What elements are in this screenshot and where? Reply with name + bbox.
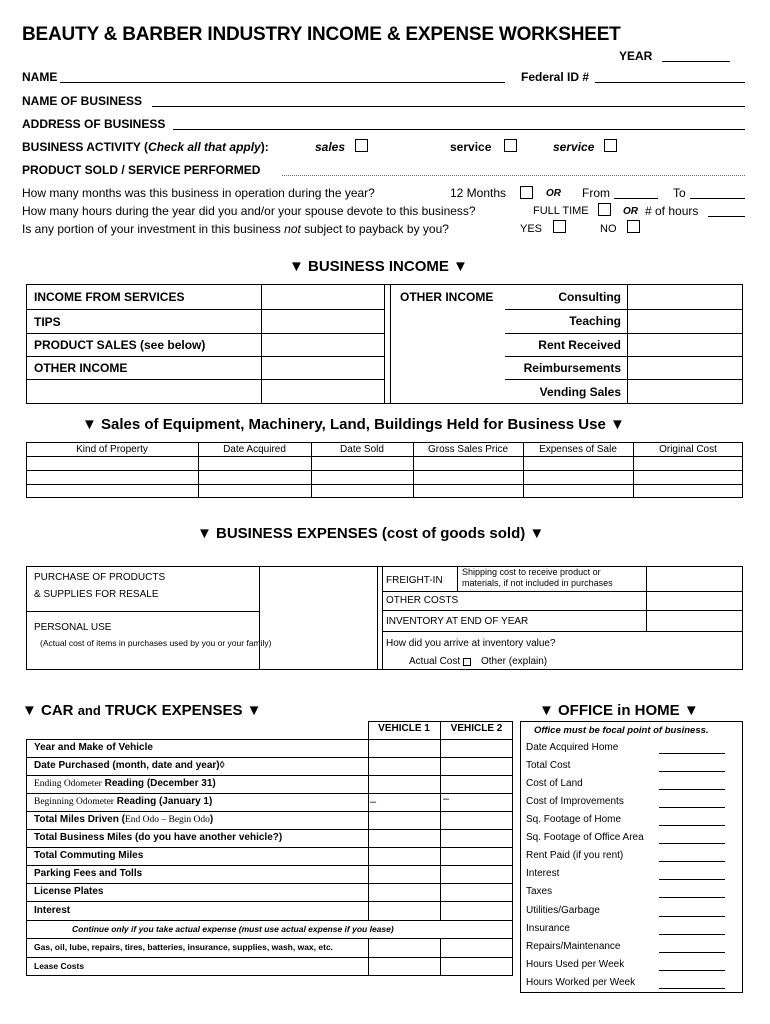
to-label: To bbox=[673, 186, 686, 200]
freight-in-label: FREIGHT-IN bbox=[386, 575, 443, 586]
office-row-label: Date Acquired Home bbox=[526, 742, 619, 753]
other-costs-label: OTHER COSTS bbox=[386, 595, 459, 606]
office-row-field[interactable] bbox=[659, 934, 725, 935]
vehicle-2-dash: – bbox=[443, 793, 450, 805]
full-time-checkbox[interactable] bbox=[598, 203, 611, 216]
page-title: BEAUTY & BARBER INDUSTRY INCOME & EXPENSE WORKSHEET bbox=[22, 24, 621, 45]
office-row-label: Taxes bbox=[526, 886, 553, 897]
inventory-question: How did you arrive at inventory value? bbox=[386, 638, 556, 649]
rent-received-label: Rent Received bbox=[538, 338, 621, 352]
office-row-field[interactable] bbox=[659, 988, 725, 989]
months-question: How many months was this business in operation during the year? bbox=[22, 186, 375, 200]
to-field[interactable] bbox=[690, 198, 745, 199]
continue-note: Continue only if you take actual expense (must use actual expense if you lease) bbox=[72, 924, 394, 934]
office-row-label: Repairs/Maintenance bbox=[526, 941, 621, 952]
federal-id-field[interactable] bbox=[595, 82, 745, 83]
yes-checkbox[interactable] bbox=[553, 220, 566, 233]
office-row-field[interactable] bbox=[659, 825, 725, 826]
business-activity-label: BUSINESS ACTIVITY (Check all that apply): bbox=[22, 140, 269, 154]
office-row-field[interactable] bbox=[659, 897, 725, 898]
personal-use-note: (Actual cost of items in purchases used by you or your family) bbox=[40, 638, 272, 648]
teaching-label: Teaching bbox=[569, 314, 621, 328]
service-checkbox[interactable] bbox=[504, 139, 517, 152]
business-address-field[interactable] bbox=[173, 129, 745, 130]
business-address-label: ADDRESS OF BUSINESS bbox=[22, 117, 166, 131]
parking-tolls-label: Parking Fees and Tolls bbox=[34, 868, 143, 879]
inventory-label: INVENTORY AT END OF YEAR bbox=[386, 616, 529, 627]
office-row-field[interactable] bbox=[659, 952, 725, 953]
office-row-label: Sq. Footage of Office Area bbox=[526, 832, 644, 843]
name-field[interactable] bbox=[60, 82, 505, 83]
office-row-field[interactable] bbox=[659, 807, 725, 808]
office-row-field[interactable] bbox=[659, 861, 725, 862]
commuting-miles-label: Total Commuting Miles bbox=[34, 850, 144, 861]
office-row-field[interactable] bbox=[659, 753, 725, 754]
col-gross-sales-price: Gross Sales Price bbox=[427, 444, 509, 455]
investment-question: Is any portion of your investment in this business not subject to payback by you? bbox=[22, 222, 449, 236]
beginning-odometer-label: Beginning Odometer Reading (January 1) bbox=[34, 796, 213, 807]
service-option-label: service bbox=[450, 140, 492, 154]
or-label: OR bbox=[546, 188, 561, 199]
year-field[interactable] bbox=[662, 61, 730, 62]
service-italic-checkbox[interactable] bbox=[604, 139, 617, 152]
other-income-label: OTHER INCOME bbox=[34, 361, 128, 375]
date-purchased-label: Date Purchased (month, date and year)◊ bbox=[34, 760, 225, 771]
product-sold-field[interactable] bbox=[282, 175, 745, 176]
gas-oil-label: Gas, oil, lube, repairs, tires, batteries, insurance, supplies, wash, wax, etc. bbox=[34, 942, 334, 952]
col-kind-of-property: Kind of Property bbox=[76, 444, 148, 455]
office-row-field[interactable] bbox=[659, 771, 725, 772]
hours-question: How many hours during the year did you and/or your spouse devote to this business? bbox=[22, 204, 476, 218]
business-income-header: ▼ BUSINESS INCOME ▼ bbox=[289, 258, 468, 275]
personal-use-label: PERSONAL USE bbox=[34, 622, 112, 633]
office-row-label: Rent Paid (if you rent) bbox=[526, 850, 624, 861]
office-row-field[interactable] bbox=[659, 879, 725, 880]
office-row-label: Sq. Footage of Home bbox=[526, 814, 622, 825]
sales-checkbox[interactable] bbox=[355, 139, 368, 152]
col-original-cost: Original Cost bbox=[659, 444, 717, 455]
from-field[interactable] bbox=[614, 198, 658, 199]
no-label: NO bbox=[600, 223, 617, 235]
consulting-label: Consulting bbox=[558, 290, 621, 304]
office-row-field[interactable] bbox=[659, 970, 725, 971]
or-label: OR bbox=[623, 206, 638, 217]
reimbursements-label: Reimbursements bbox=[523, 361, 621, 375]
actual-cost-label: Actual Cost bbox=[409, 656, 461, 667]
year-make-label: Year and Make of Vehicle bbox=[34, 742, 153, 753]
shipping-note-line1: Shipping cost to receive product or bbox=[462, 567, 601, 577]
vending-sales-label: Vending Sales bbox=[539, 385, 621, 399]
twelve-months-checkbox[interactable] bbox=[520, 186, 533, 199]
other-explain-label: Other (explain) bbox=[481, 656, 548, 667]
office-row-label: Interest bbox=[526, 868, 560, 879]
yes-label: YES bbox=[520, 223, 543, 235]
license-plates-label: License Plates bbox=[34, 886, 104, 897]
office-note: Office must be focal point of business. bbox=[534, 725, 709, 736]
shipping-note-line2: materials, if not included in purchases bbox=[462, 578, 613, 588]
office-row-label: Hours Worked per Week bbox=[526, 977, 636, 988]
col-expenses-of-sale: Expenses of Sale bbox=[539, 444, 617, 455]
office-row-field[interactable] bbox=[659, 789, 725, 790]
name-label: NAME bbox=[22, 70, 58, 84]
product-sales-label: PRODUCT SALES (see below) bbox=[34, 338, 206, 352]
lease-costs-label: Lease Costs bbox=[34, 961, 85, 971]
service-italic-option-label: service bbox=[553, 140, 595, 154]
vehicle-2-header: VEHICLE 2 bbox=[450, 723, 503, 734]
tips-label: TIPS bbox=[34, 315, 61, 329]
other-income-heading: OTHER INCOME bbox=[400, 290, 494, 304]
office-row-label: Hours Used per Week bbox=[526, 959, 625, 970]
sales-option-label: sales bbox=[315, 140, 346, 154]
business-expenses-header: ▼ BUSINESS EXPENSES (cost of goods sold) ▼ bbox=[197, 525, 545, 542]
federal-id-label: Federal ID # bbox=[521, 70, 590, 84]
col-date-acquired: Date Acquired bbox=[223, 444, 286, 455]
twelve-months-label: 12 Months bbox=[450, 186, 507, 200]
num-hours-label: # of hours bbox=[645, 204, 699, 218]
supplies-resale-label: & SUPPLIES FOR RESALE bbox=[34, 589, 159, 600]
office-row-label: Total Cost bbox=[526, 760, 571, 771]
purchase-products-label: PURCHASE OF PRODUCTS bbox=[34, 572, 166, 583]
income-from-services-label: INCOME FROM SERVICES bbox=[34, 290, 185, 304]
business-miles-label: Total Business Miles (do you have another vehicle?) bbox=[34, 832, 283, 843]
equipment-sales-header: ▼ Sales of Equipment, Machinery, Land, Buildings Held for Business Use ▼ bbox=[82, 416, 625, 433]
office-row-label: Cost of Improvements bbox=[526, 796, 624, 807]
office-row-field[interactable] bbox=[659, 916, 725, 917]
actual-cost-checkbox[interactable] bbox=[463, 658, 471, 666]
product-sold-label: PRODUCT SOLD / SERVICE PERFORMED bbox=[22, 163, 261, 177]
office-home-header: ▼ OFFICE in HOME ▼ bbox=[539, 702, 699, 719]
business-name-label: NAME OF BUSINESS bbox=[22, 94, 143, 108]
office-row-label: Utilities/Garbage bbox=[526, 905, 600, 916]
office-row-label: Cost of Land bbox=[526, 778, 583, 789]
full-time-label: FULL TIME bbox=[533, 205, 589, 217]
vehicle-1-header: VEHICLE 1 bbox=[378, 723, 430, 734]
office-row-field[interactable] bbox=[659, 843, 725, 844]
business-name-field[interactable] bbox=[152, 106, 745, 107]
ending-odometer-label: Ending Odometer Reading (December 31) bbox=[34, 778, 216, 789]
car-truck-header: ▼ CAR and TRUCK EXPENSES ▼ bbox=[22, 702, 262, 719]
num-hours-field[interactable] bbox=[708, 216, 745, 217]
office-row-label: Insurance bbox=[526, 923, 570, 934]
from-label: From bbox=[582, 186, 610, 200]
interest-label: Interest bbox=[34, 905, 71, 916]
year-label: YEAR bbox=[619, 49, 653, 63]
no-checkbox[interactable] bbox=[627, 220, 640, 233]
col-date-sold: Date Sold bbox=[340, 444, 384, 455]
total-miles-label: Total Miles Driven (End Odo – Begin Odo) bbox=[34, 814, 214, 825]
vehicle-1-dash: – bbox=[370, 796, 377, 808]
